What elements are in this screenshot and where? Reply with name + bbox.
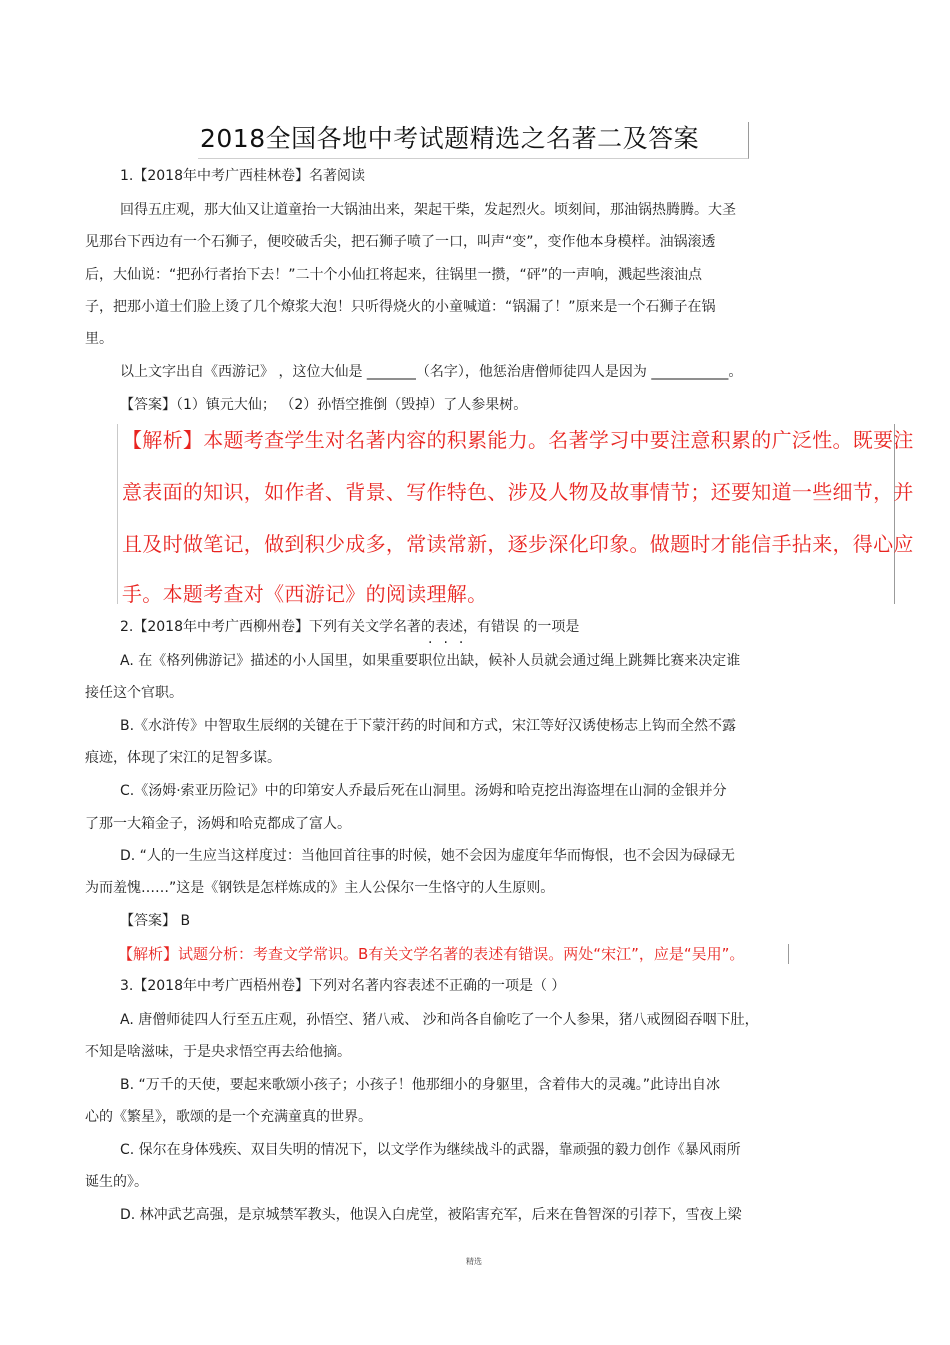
q2-option-line: 痕迹，体现了宋江的足智多谋。 (85, 750, 281, 766)
q2-answer: 【答案】 B (120, 913, 191, 929)
q3-option-line: D. 林冲武艺高强，是京城禁军教头，他误入白虎堂，被陷害充军，后来在鲁智深的引荐下，雪夜上梁 (120, 1207, 742, 1223)
q2-analysis: 【解析】试题分析：考查文学常识。B有关文学名著的表述有错误。两处“宋江”，应是“吴用”。 (118, 945, 745, 963)
q1-passage-line: 后，大仙说：“把孙行者抬下去！”二十个小仙扛将起来，往锅里一攒，“砰”的一声响，溅起些滚油点 (85, 267, 703, 283)
q1-analysis-line: 手。本题考查对《西游记》的阅读理解。 (122, 582, 488, 606)
q3-option-line: C. 保尔在身体残疾、双目失明的情况下，以文学作为继续战斗的武器，靠顽强的毅力创作《暴风雨所 (120, 1142, 741, 1158)
q3-option-line: B. “万千的天使，要起来歌颂小孩子；小孩子！他那细小的身躯里，含着伟大的灵魂。”此诗出自冰 (120, 1077, 721, 1093)
q1-question: 以上文字出自《西游记》 ，这位大仙是 _______（名字），他惩治唐僧师徒四人是因为 ___________。 (120, 364, 743, 380)
q3-heading: 3.【2018年中考广西梧州卷】下列对名著内容表述不正确的一项是（ ） (120, 978, 566, 994)
q1-answer: 【答案】（1）镇元大仙； （2）孙悟空推倒（毁掉）了人参果树。 (120, 397, 528, 413)
q2-option-line: C.《汤姆·索亚历险记》中的印第安人乔最后死在山洞里。汤姆和哈克挖出海盗埋在山洞的金银并分 (120, 783, 727, 799)
q2-option-line: A. 在《格列佛游记》描述的小人国里，如果重要职位出缺，候补人员就会通过绳上跳舞比赛来决定谁 (120, 653, 741, 669)
q3-option-line: 不知是啥滋味，于是央求悟空再去给他摘。 (85, 1044, 351, 1060)
q1-analysis-line: 意表面的知识，如作者、背景、写作特色、涉及人物及故事情节；还要知道一些细节，并 (122, 480, 914, 504)
q1-passage-line: 里。 (85, 331, 113, 347)
q1-passage-line: 见那台下西边有一个石狮子，便咬破舌尖，把石狮子喷了一口，叫声“变”，变作他本身模样。油锅滚透 (85, 234, 716, 250)
q1-passage-line: 子，把那小道士们脸上烫了几个燎浆大泡！只听得烧火的小童喊道：“锅漏了！”原来是一个石狮子在锅 (85, 299, 716, 315)
q3-option-line: 心的《繁星》，歌颂的是一个充满童真的世界。 (85, 1109, 372, 1125)
q2-option-line: 接任这个官职。 (85, 685, 183, 701)
page-title: 2018全国各地中考试题精选之名著二及答案 (200, 124, 700, 153)
q3-option-line: A. 唐僧师徒四人行至五庄观，孙悟空、猪八戒、 沙和尚各自偷吃了一个人参果，猪八戒囫囵吞咽下肚， (120, 1012, 759, 1028)
q2-option-line: 了那一大箱金子，汤姆和哈克都成了富人。 (85, 816, 351, 832)
q2-option-line: D. “人的一生应当这样度过：当他回首往事的时候，她不会因为虚度年华而悔恨，也不会因为碌碌无 (120, 848, 735, 864)
footer-label: 精选 (466, 1257, 482, 1266)
q1-analysis-line: 且及时做笔记，做到积少成多，常读常新，逐步深化印象。做题时才能信手拈来，得心应 (122, 532, 914, 556)
q1-passage-line: 回得五庄观，那大仙又让道童抬一大锅油出来，架起干柴，发起烈火。顷刻间，那油锅热腾腾。大圣 (120, 202, 736, 218)
q1-analysis-line: 【解析】本题考查学生对名著内容的积累能力。名著学习中要注意积累的广泛性。既要注 (122, 428, 914, 452)
q2-heading: 2.【2018年中考广西柳州卷】下列有关文学名著的表述，有错误 的一项是 (120, 619, 580, 635)
q3-option-line: 诞生的》。 (85, 1174, 148, 1190)
q2-option-line: 为而羞愧……”这是《钢铁是怎样炼成的》主人公保尔一生恪守的人生原则。 (85, 880, 555, 896)
emphasis-dots: ... (428, 631, 475, 647)
q1-heading: 1.【2018年中考广西桂林卷】名著阅读 (120, 168, 365, 184)
q2-option-line: B.《水浒传》中智取生辰纲的关键在于下蒙汗药的时间和方式，宋江等好汉诱使杨志上钩而全然不露 (120, 718, 737, 734)
